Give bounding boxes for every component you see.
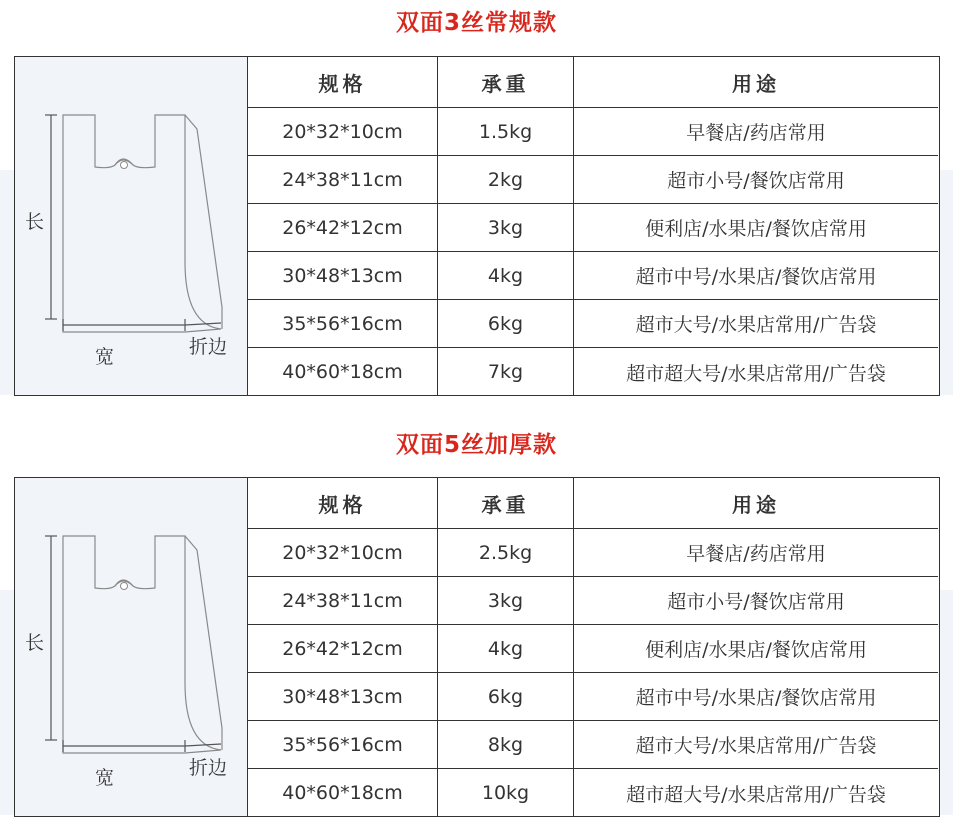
usage-cell: 早餐店/药店常用 xyxy=(686,122,826,144)
load-cell: 1.5kg xyxy=(438,108,574,155)
table-row xyxy=(248,721,938,769)
usage-cell: 超市大号/水果店常用/广告袋 xyxy=(635,735,877,757)
table-header-row xyxy=(248,57,938,108)
usage-cell: 超市中号/水果店/餐饮店常用 xyxy=(635,687,877,709)
bag-diagram xyxy=(15,57,248,395)
load-cell: 10kg xyxy=(438,769,574,817)
spec-grid xyxy=(248,478,938,816)
header-spec: 规格 xyxy=(248,57,438,107)
usage-cell: 超市中号/水果店/餐饮店常用 xyxy=(635,266,877,288)
spec-cell: 35*56*16cm xyxy=(248,300,438,347)
header-load: 承重 xyxy=(438,57,574,107)
table-row xyxy=(248,252,938,300)
load-cell: 6kg xyxy=(438,300,574,347)
usage-cell: 超市小号/餐饮店常用 xyxy=(667,591,845,613)
spec-table xyxy=(14,477,940,817)
usage-cell: 超市小号/餐饮店常用 xyxy=(667,170,845,192)
spec-cell: 24*38*11cm xyxy=(248,577,438,624)
load-cell: 7kg xyxy=(438,348,574,396)
section-title: 双面3丝常规款 xyxy=(395,10,557,36)
usage-cell: 超市超大号/水果店常用/广告袋 xyxy=(626,783,886,806)
load-cell: 8kg xyxy=(438,721,574,768)
spec-cell: 35*56*16cm xyxy=(248,721,438,768)
load-cell: 4kg xyxy=(438,625,574,672)
usage-cell: 便利店/水果店/餐饮店常用 xyxy=(645,218,867,240)
spec-cell: 26*42*12cm xyxy=(248,625,438,672)
table-header-row xyxy=(248,478,938,529)
fold-label: 折边 xyxy=(189,757,228,779)
load-cell: 3kg xyxy=(438,204,574,251)
spec-cell: 20*32*10cm xyxy=(248,529,438,576)
section-title: 双面5丝加厚款 xyxy=(395,432,557,458)
load-cell: 6kg xyxy=(438,673,574,720)
table-row xyxy=(248,529,938,577)
spec-cell: 40*60*18cm xyxy=(248,348,438,396)
usage-cell: 超市大号/水果店常用/广告袋 xyxy=(635,314,877,336)
table-row xyxy=(248,108,938,156)
spec-grid xyxy=(248,57,938,395)
table-row xyxy=(248,769,938,817)
spec-cell: 30*48*13cm xyxy=(248,673,438,720)
load-cell: 3kg xyxy=(438,577,574,624)
bag-diagram xyxy=(15,478,248,816)
width-label: 宽 xyxy=(95,346,115,368)
table-row xyxy=(248,348,938,396)
spec-cell: 40*60*18cm xyxy=(248,769,438,817)
spec-table xyxy=(14,56,940,396)
spec-cell: 30*48*13cm xyxy=(248,252,438,299)
usage-cell: 超市超大号/水果店常用/广告袋 xyxy=(626,362,886,385)
header-load: 承重 xyxy=(438,478,574,528)
spec-cell: 20*32*10cm xyxy=(248,108,438,155)
spec-cell: 26*42*12cm xyxy=(248,204,438,251)
width-label: 宽 xyxy=(95,767,115,789)
load-cell: 2kg xyxy=(438,156,574,203)
load-cell: 4kg xyxy=(438,252,574,299)
length-label: 长 xyxy=(25,632,45,654)
table-row xyxy=(248,204,938,252)
table-row xyxy=(248,300,938,348)
header-spec: 规格 xyxy=(248,478,438,528)
table-row xyxy=(248,673,938,721)
spec-cell: 24*38*11cm xyxy=(248,156,438,203)
usage-cell: 便利店/水果店/餐饮店常用 xyxy=(645,639,867,661)
header-usage: 用途 xyxy=(732,71,780,96)
header-usage: 用途 xyxy=(732,492,780,517)
load-cell: 2.5kg xyxy=(438,529,574,576)
fold-label: 折边 xyxy=(189,336,228,358)
usage-cell: 早餐店/药店常用 xyxy=(686,543,826,565)
table-row xyxy=(248,156,938,204)
length-label: 长 xyxy=(25,211,45,233)
table-row xyxy=(248,577,938,625)
table-row xyxy=(248,625,938,673)
